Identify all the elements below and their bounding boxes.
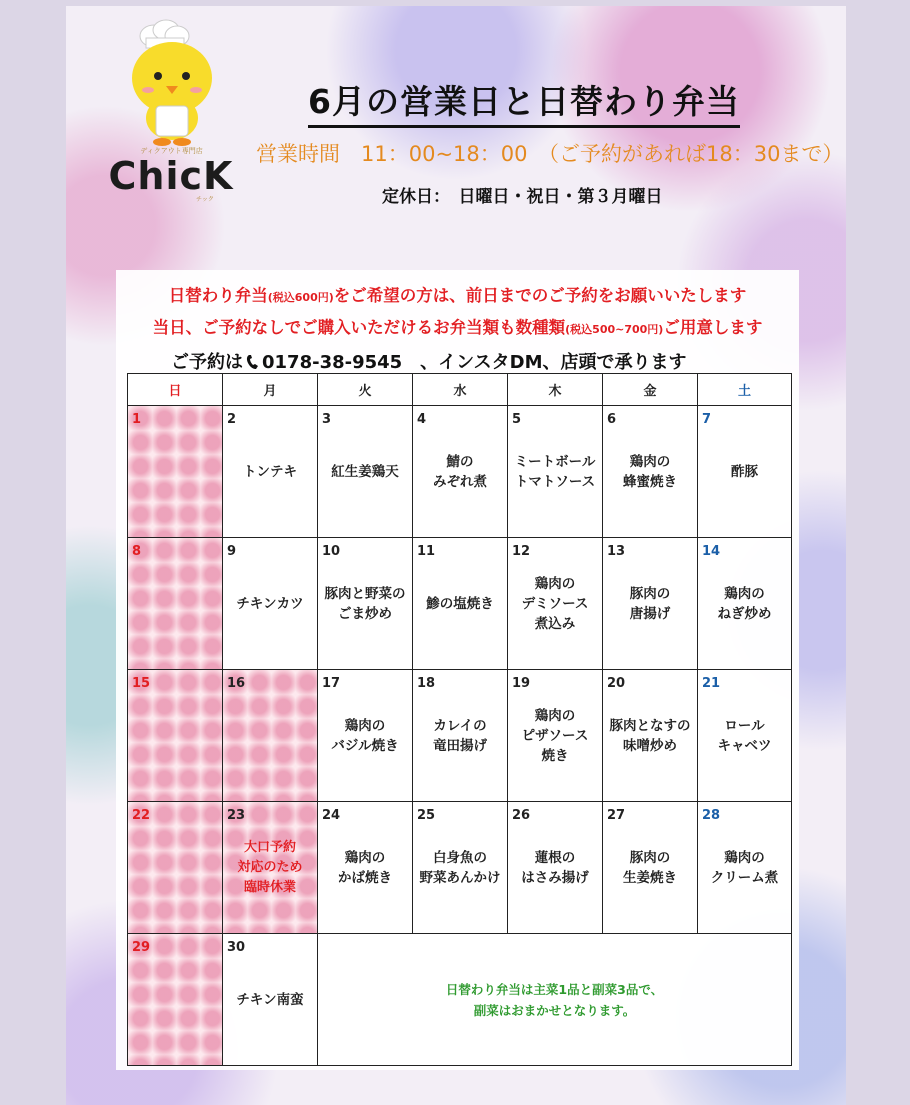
day-menu: 鯖の みぞれ煮 <box>433 453 487 490</box>
business-hours: 営業時間 11：00~18：00 （ご予約があれば18：30まで） <box>256 142 844 166</box>
brand-tagline: ディクアウト専門店 <box>140 147 203 155</box>
day-cell <box>603 406 698 538</box>
poster <box>66 6 846 1105</box>
day-number: 15 <box>132 676 151 691</box>
day-menu: 鶏肉の バジル焼き <box>331 717 399 754</box>
day-menu: 鶏肉の デミソース 煮込み <box>521 575 589 632</box>
day-number: 3 <box>322 412 332 427</box>
calendar-panel <box>116 270 799 1070</box>
day-number: 24 <box>322 808 341 823</box>
day-menu: 蓮根の はさみ揚げ <box>521 849 589 886</box>
contact-line: ご予約は 0178-38-9545 、インスタDM、店頭で承ります <box>171 352 687 373</box>
day-menu: 豚肉となすの 味噌炒め <box>609 717 691 754</box>
day-number: 20 <box>607 676 626 691</box>
day-cell <box>128 670 223 802</box>
day-menu: 大口予約 対応のため 臨時休業 <box>237 839 303 895</box>
day-cell <box>413 670 508 802</box>
day-menu: 鶏肉の クリーム煮 <box>710 849 779 886</box>
footnote-cell <box>318 934 792 1066</box>
day-number: 11 <box>417 544 436 559</box>
day-number: 18 <box>417 676 436 691</box>
calendar-week <box>128 406 792 538</box>
page-title: 6月の営業日と日替わり弁当 <box>308 76 740 128</box>
calendar-table <box>127 373 792 1066</box>
closed-days: 定休日： 日曜日・祝日・第３月曜日 <box>382 187 663 207</box>
chick-mascot-icon <box>114 18 244 148</box>
day-number: 9 <box>227 544 237 559</box>
day-cell <box>318 802 413 934</box>
day-menu: カレイの 竜田揚げ <box>433 717 487 754</box>
day-cell <box>318 406 413 538</box>
day-cell <box>223 802 318 934</box>
day-cell <box>508 406 603 538</box>
day-menu: 鶏肉の 蜂蜜焼き <box>623 453 677 490</box>
day-menu: 鯵の塩焼き <box>426 595 494 612</box>
day-cell <box>413 802 508 934</box>
brand-logo: ChicK <box>108 154 234 198</box>
calendar-week <box>128 802 792 934</box>
day-cell <box>508 802 603 934</box>
day-number: 10 <box>322 544 341 559</box>
day-cell <box>508 670 603 802</box>
weekday-0: 日 <box>128 374 223 406</box>
day-number: 6 <box>607 412 617 427</box>
day-menu: 白身魚の 野菜あんかけ <box>419 849 501 886</box>
day-cell <box>698 670 792 802</box>
day-cell <box>223 934 318 1066</box>
day-number: 21 <box>702 676 721 691</box>
day-number: 26 <box>512 808 531 823</box>
weekday-1: 月 <box>223 374 318 406</box>
day-number: 8 <box>132 544 142 559</box>
day-cell <box>318 670 413 802</box>
day-cell <box>698 538 792 670</box>
day-cell <box>128 802 223 934</box>
calendar-week <box>128 934 792 1066</box>
phone-icon <box>246 354 259 370</box>
day-cell <box>223 406 318 538</box>
day-cell <box>128 406 223 538</box>
day-cell <box>698 406 792 538</box>
weekday-2: 火 <box>318 374 413 406</box>
day-cell <box>128 538 223 670</box>
day-menu: 鶏肉の ねぎ炒め <box>717 585 772 622</box>
day-menu: ロール キャベツ <box>717 717 772 754</box>
day-menu: 豚肉と野菜の ごま炒め <box>324 585 406 622</box>
calendar-week <box>128 538 792 670</box>
day-number: 23 <box>227 808 246 823</box>
notice-line-2: 当日、ご予約なしでご購入いただけるお弁当類も数種類(税込500~700円)ご用意します <box>152 318 763 337</box>
day-number: 28 <box>702 808 721 823</box>
day-menu: 鶏肉の ピザソース 焼き <box>521 707 589 764</box>
day-number: 16 <box>227 676 246 691</box>
day-menu: 豚肉の 生姜焼き <box>623 849 677 886</box>
day-number: 1 <box>132 412 142 427</box>
day-number: 19 <box>512 676 531 691</box>
weekday-5: 金 <box>603 374 698 406</box>
day-menu: チキン南蛮 <box>236 991 304 1008</box>
day-cell <box>603 802 698 934</box>
day-cell <box>318 538 413 670</box>
weekday-header <box>128 374 792 406</box>
day-menu: トンテキ <box>243 463 297 480</box>
day-number: 17 <box>322 676 341 691</box>
day-number: 22 <box>132 808 151 823</box>
weekday-6: 土 <box>698 374 792 406</box>
day-number: 13 <box>607 544 626 559</box>
day-cell <box>603 538 698 670</box>
day-cell <box>223 538 318 670</box>
day-number: 7 <box>702 412 712 427</box>
phone-number[interactable]: 0178-38-9545 <box>262 352 403 373</box>
weekday-4: 木 <box>508 374 603 406</box>
day-menu: 鶏肉の かば焼き <box>338 849 392 886</box>
day-number: 29 <box>132 940 151 955</box>
day-number: 12 <box>512 544 531 559</box>
day-menu: 豚肉の 唐揚げ <box>629 585 671 622</box>
footnote: 日替わり弁当は主菜1品と副菜3品で、 副菜はおまかせとなります。 <box>445 981 664 1018</box>
day-number: 4 <box>417 412 427 427</box>
day-menu: チキンカツ <box>236 595 304 612</box>
day-number: 5 <box>512 412 522 427</box>
notice-line-1: 日替わり弁当(税込600円)をご希望の方は、前日までのご予約をお願いいたします <box>168 286 747 305</box>
day-number: 25 <box>417 808 436 823</box>
calendar-week <box>128 670 792 802</box>
day-cell <box>603 670 698 802</box>
day-number: 30 <box>227 940 246 955</box>
day-number: 27 <box>607 808 626 823</box>
day-cell <box>128 934 223 1066</box>
day-cell <box>698 802 792 934</box>
day-cell <box>223 670 318 802</box>
day-menu: 紅生姜鶏天 <box>331 463 399 480</box>
day-cell <box>413 406 508 538</box>
day-cell <box>413 538 508 670</box>
brand-sub: チック <box>196 196 214 203</box>
weekday-3: 水 <box>413 374 508 406</box>
day-menu: ミートボール トマトソース <box>514 453 596 490</box>
day-number: 2 <box>227 412 237 427</box>
day-cell <box>508 538 603 670</box>
day-menu: 酢豚 <box>731 463 758 480</box>
day-number: 14 <box>702 544 721 559</box>
